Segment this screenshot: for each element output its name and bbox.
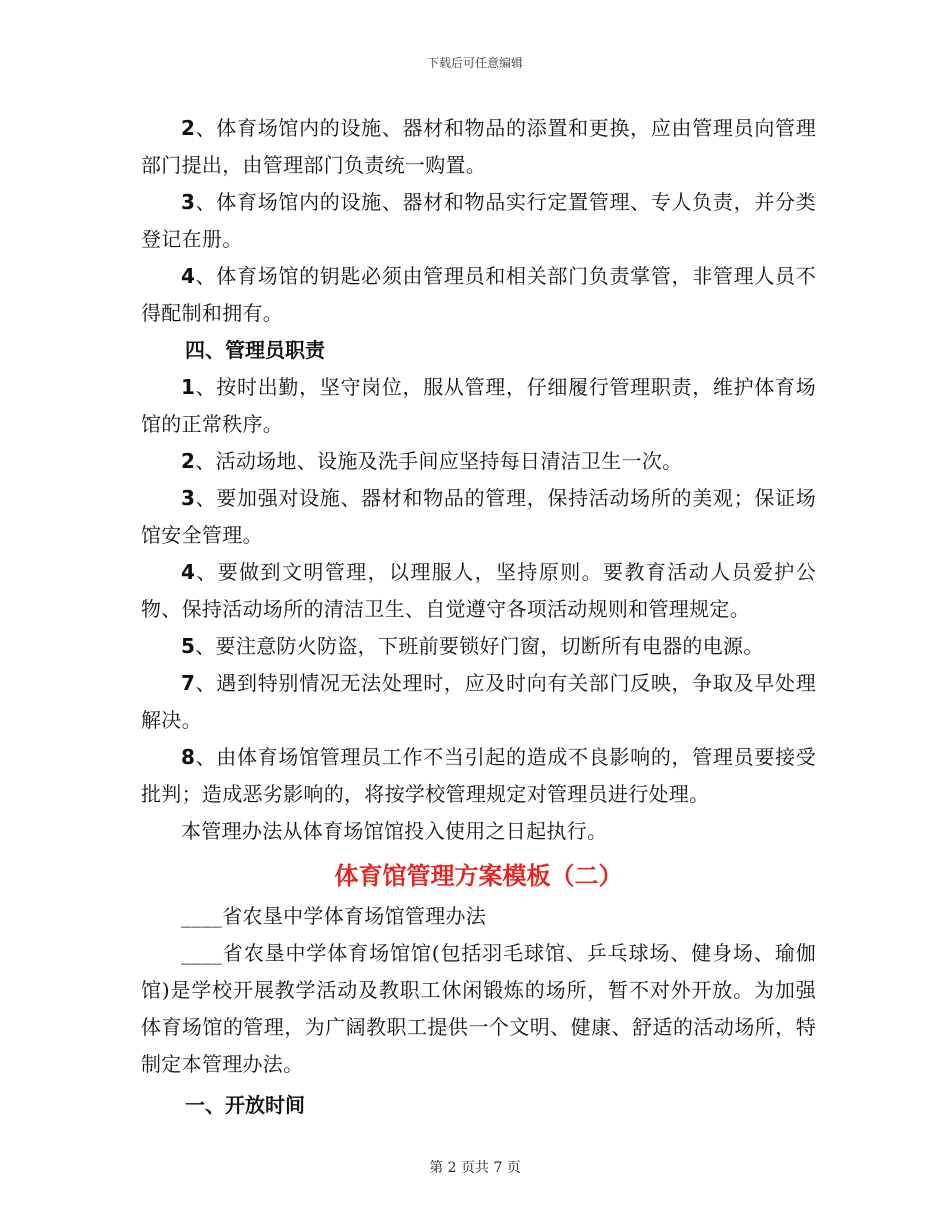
closing-paragraph: 本管理办法从体育场馆馆投入使用之日起执行。 [181, 819, 608, 843]
section-heading: 四、管理员职责 [185, 338, 325, 362]
item-number: 1 [181, 375, 196, 399]
paragraph-item [141, 443, 816, 480]
intro-paragraph: ____省农垦中学体育场馆馆(包括羽毛球馆、乒乓球场、健身场、瑜伽馆)是学校开展教学活动及教职工休闲锻炼的场所，暂不对外开放。为加强体育场馆的管理，为广阔教职工提供一个文明、健康、舒适的活动场所，特制定本管理办法。 [141, 941, 816, 1076]
item-text: 、体育场馆的钥匙必须由管理员和相关部门负责掌管，非管理人员不得配制和拥有。 [141, 264, 816, 325]
item-text: 、活动场地、设施及洗手间应坚持每日清洁卫生一次。 [195, 449, 683, 473]
item-number: 3 [181, 486, 196, 510]
paragraph-item [141, 628, 816, 665]
item-number: 8 [181, 745, 196, 769]
item-text: 、体育场馆内的设施、器材和物品实行定置管理、专人负责，并分类登记在册。 [141, 190, 816, 251]
page-header: 下载后可任意编辑 [426, 56, 523, 70]
section-heading: 一、开放时间 [185, 1093, 305, 1117]
paragraph-item [141, 665, 816, 739]
item-text: 、要做到文明管理，以理服人，坚持原则。要教育活动人员爱护公物、保持活动场所的清洁卫生、自觉遵守各项活动规则和管理规定。 [141, 560, 816, 621]
paragraph-item [141, 110, 816, 184]
page-footer: 第 2 页共 7 页 [429, 1160, 521, 1176]
paragraph-item [141, 739, 816, 813]
section-title: 体育馆管理方案模板（二） [334, 862, 623, 890]
item-text: 、要注意防火防盗，下班前要锁好门窗，切断所有电器的电源。 [195, 634, 764, 658]
paragraph-item [141, 480, 816, 554]
item-text: 、体育场馆内的设施、器材和物品的添置和更换，应由管理员向管理部门提出，由管理部门负责统一购置。 [141, 116, 816, 177]
item-number: 2 [181, 116, 196, 140]
item-text: 、按时出勤，坚守岗位，服从管理，仔细履行管理职责，维护体育场馆的正常秩序。 [141, 375, 816, 436]
paragraph-item [141, 258, 816, 332]
item-text: 、要加强对设施、器材和物品的管理，保持活动场所的美观；保证场馆安全管理。 [141, 486, 816, 547]
item-number: 4 [181, 560, 196, 584]
document-body [141, 110, 816, 1124]
item-number: 4 [181, 264, 196, 288]
item-number: 3 [181, 190, 196, 214]
paragraph-item [141, 369, 816, 443]
item-number: 7 [181, 671, 196, 695]
item-number: 2 [181, 449, 196, 473]
paragraph-item [141, 184, 816, 258]
subtitle-paragraph: ____省农垦中学体育场馆管理办法 [181, 904, 487, 928]
item-text: 、遇到特别情况无法处理时，应及时向有关部门反映，争取及早处理解决。 [141, 671, 816, 732]
paragraph-item [141, 554, 816, 628]
item-number: 5 [181, 634, 196, 658]
item-text: 、由体育场馆管理员工作不当引起的造成不良影响的，管理员要接受批判；造成恶劣影响的，将按学校管理规定对管理员进行处理。 [141, 745, 816, 806]
